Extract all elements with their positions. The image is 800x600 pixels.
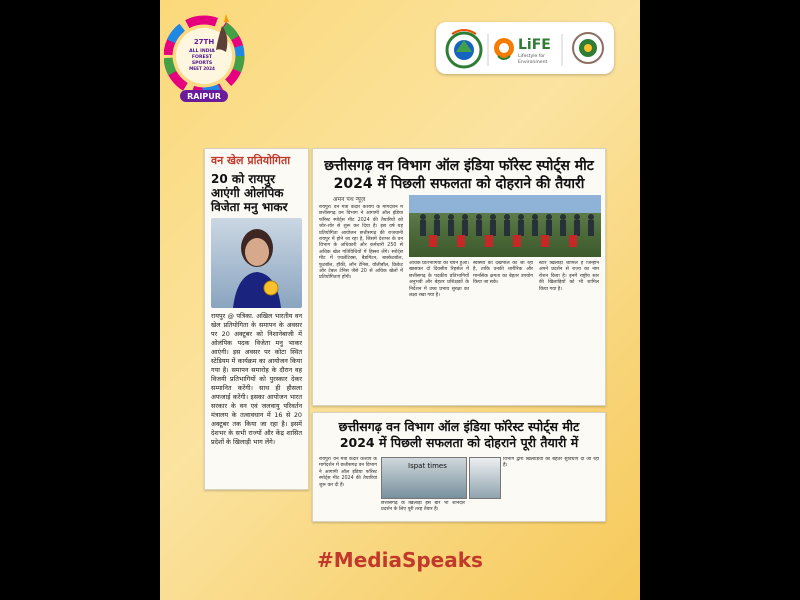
headline-line-2: 2024 में पिछली सफलता को दोहराने की तैयारी [333, 176, 585, 192]
media-speaks-hashtag: #MediaSpeaks [317, 548, 483, 572]
clipping-sports-meet-preparation [312, 148, 606, 406]
byline: अमन पथ न्यूज़ [333, 196, 366, 203]
article-column: विभाग द्वारा खिलाड़ियों को बेहतर सुविधाएं दी जा रही हैं। [503, 457, 599, 469]
event-name-4: MEET 2024 [189, 66, 215, 71]
headline-line-1: छत्तीसगढ़ वन विभाग ऑल इंडिया फॉरेस्ट स्पोर्ट्स मीट [338, 419, 580, 434]
photo-caption: Ispat times [408, 462, 447, 470]
clipping-manu-bhaker [204, 148, 309, 490]
partner-logos [436, 22, 614, 74]
event-name-2: FOREST [191, 55, 213, 60]
article-column: अधिक प्रतिभागियों का चयन हुआ। खासकर दो दिवसीय रिहर्सल में छत्तीसगढ़ के पदकीय प्रतिभागियों अनुभवी और बेहतर प्रशिक्षकों के निर्देशन में उच्च प्रभाव सुरक्षा का लक्ष्य रखा गया है। [409, 261, 469, 299]
clipping-headline [211, 172, 302, 214]
shooting-photo [381, 457, 467, 499]
event-name-3: SPORTS [191, 61, 213, 66]
headline-line-2: आएंगी ओलंपिक [211, 186, 284, 200]
event-city: RAIPUR [187, 92, 221, 101]
life-mission-icon [494, 38, 514, 59]
headline-line-1: छत्तीसगढ़ वन विभाग ऑल इंडिया फॉरेस्ट स्पोर्ट्स मीट [324, 158, 594, 174]
clipping-headline [319, 157, 599, 193]
life-title: LiFE [518, 37, 551, 53]
headline-line-3: विजेता मनु भाकर [211, 200, 288, 214]
forest-sports-meet-logo [164, 8, 250, 108]
life-subtitle-2: Environment [518, 60, 548, 65]
article-column: स्वास्थ्य की देखभाल की जा रही है, ताकि उनकी शारीरिक और मानसिक क्षमता का बेहतर उपयोग किया जा सके। [473, 261, 533, 286]
article-column: छत्तीसगढ़ के खिलाड़ी इस बार भी शानदार प्रदर्शन के लिए पूरी तरह तैयार हैं। [381, 501, 465, 513]
clipping-kicker: वन खेल प्रतियोगिता [211, 154, 291, 167]
media-poster [160, 0, 640, 600]
headline-line-2: 2024 में पिछली सफलता को दोहराने पूरी तैयारी में [339, 435, 579, 450]
athlete-photo [469, 457, 501, 499]
clipping-ispat-times [312, 412, 606, 522]
athlete-photo [211, 218, 302, 308]
clipping-body: रायपुर @ पत्रिका. अखिल भारतीय वन खेल प्रतियोगिता के समापन के अवसर पर 20 अक्टूबर को निशानेबाजी में ओलंपिक पदक विजेता मनु भाकर आएंगी। इस अवसर पर कोटा स्थित स्टेडियम में कार्यक्रम का आयोजन किया गया है। समापन समारोह के दौरान वह विजयी प्रतिभागियों को पुरस्कार देकर सम्मानित करेंगी। साथ ही हौसला अफजाई करेंगी। इसका आयोजन भारत सरकार के वन एवं जलवायु परिवर्तन मंत्रालय के तत्वावधान में 16 से 20 अक्टूबर तक किया जा रहा है। इसमें देशभर के सभी राज्यों और केंद्र शासित प्रदेशों के खिलाड़ी भाग लेंगे। [211, 312, 302, 446]
team-photo [409, 195, 601, 257]
forest-department-emblem-icon [447, 30, 481, 67]
article-column: स्टार खिलाड़ी शामिल हैं जिन्होंने अपने प्रदर्शन से राज्य का नाम रोशन किया है। इनमें राष्ट्रीय स्तर की खिलाड़ियों को भी शामिल किया गया है। [539, 261, 599, 292]
clipping-headline [319, 419, 599, 451]
life-subtitle-1: Lifestyle for [518, 54, 546, 59]
article-column: रायपुर। वन मंत्री केदार कश्यप के मार्गदर्शन में छत्तीसगढ़ वन विभाग ने आगामी ऑल इंडिया फॉरेस्ट स्पोर्ट्स मीट 2024 की तैयारियों को जोर-शोर से शुरू कर दिया है। इस वर्ष यह प्रतियोगिता आयोजन छत्तीसगढ़ की राजधानी रायपुर में होने जा रहा है, जिसमें देशभर के वन विभाग के अधिकारी और कर्मचारी 250 से अधिक खेल गतिविधियों में हिस्सा लेंगे। स्पोर्ट्स मीट में एथलेटिक्स, बैडमिंटन, बास्केटबॉल, फुटबॉल, हॉकी, लॉन टेनिस, वॉलीबॉल, क्रिकेट और टेबल टेनिस जैसे 20 से अधिक खेलों में प्रतियोगिताएं होंगी। [319, 205, 403, 281]
headline-line-1: 20 को रायपुर [211, 172, 276, 186]
chhattisgarh-emblem-icon [573, 33, 603, 63]
event-number: 27TH [193, 38, 215, 46]
event-name-1: ALL INDIA [189, 49, 215, 54]
article-column: रायपुर। वन मंत्री केदार कश्यप के मार्गदर्शन में छत्तीसगढ़ वन विभाग ने आगामी ऑल इंडिया फॉरेस्ट स्पोर्ट्स मीट 2024 की तैयारियां शुरू कर दी हैं। [319, 457, 377, 488]
